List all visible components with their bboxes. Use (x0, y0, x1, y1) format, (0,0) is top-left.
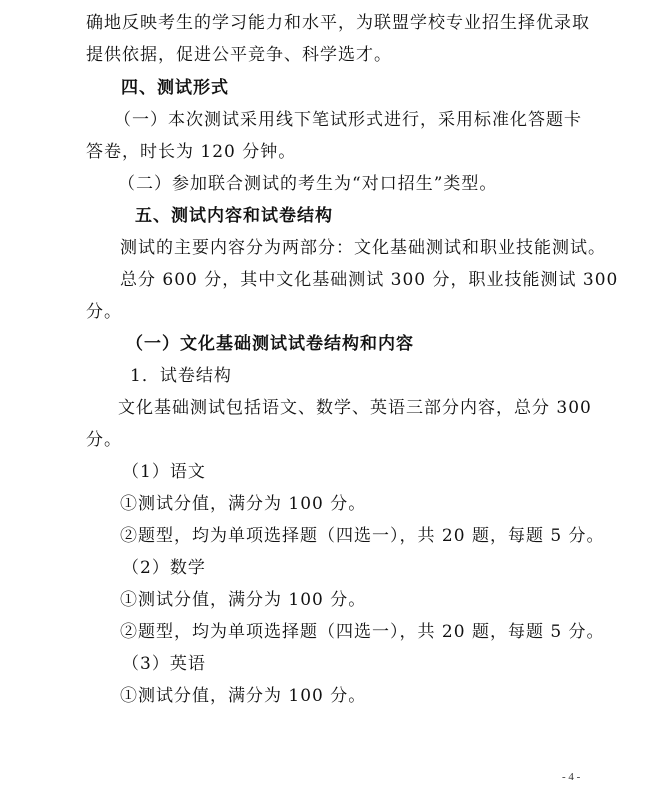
subsection-heading-culture-test: （一）文化基础测试试卷结构和内容 (126, 334, 414, 354)
paragraph-line-4: 答卷，时长为 120 分钟。 (86, 142, 297, 162)
paragraph-line-3: （一）本次测试采用线下笔试形式进行，采用标准化答题卡 (114, 110, 582, 130)
paragraph-line-2: 提供依据，促进公平竞争、科学选才。 (86, 45, 392, 65)
paragraph-line-6: 测试的主要内容分为两部分：文化基础测试和职业技能测试。 (120, 238, 606, 258)
list-item-chinese: （1）语文 (122, 462, 206, 482)
list-item-english: （3）英语 (122, 654, 206, 674)
list-item-chinese-question-type: ②题型，均为单项选择题（四选一），共 20 题，每题 5 分。 (120, 526, 605, 546)
section-heading-test-format: 四、测试形式 (121, 78, 229, 98)
section-heading-content-structure: 五、测试内容和试卷结构 (135, 206, 333, 226)
paragraph-line-5: （二）参加联合测试的考生为“对口招生”类型。 (118, 174, 498, 194)
list-item-exam-structure: 1．试卷结构 (130, 366, 232, 386)
paragraph-line-7: 总分 600 分，其中文化基础测试 300 分，职业技能测试 300 (120, 270, 619, 290)
list-item-chinese-score: ①测试分值，满分为 100 分。 (120, 494, 367, 514)
paragraph-line-8: 分。 (86, 302, 122, 322)
list-item-math-question-type: ②题型，均为单项选择题（四选一），共 20 题，每题 5 分。 (120, 622, 605, 642)
paragraph-line-1: 确地反映考生的学习能力和水平，为联盟学校专业招生择优录取 (86, 13, 590, 33)
list-item-math: （2）数学 (122, 558, 206, 578)
list-item-math-score: ①测试分值，满分为 100 分。 (120, 590, 367, 610)
paragraph-line-10: 分。 (86, 430, 122, 450)
paragraph-line-9: 文化基础测试包括语文、数学、英语三部分内容，总分 300 (118, 398, 592, 418)
page-number: - 4 - (562, 771, 581, 783)
list-item-english-score: ①测试分值，满分为 100 分。 (120, 686, 367, 706)
